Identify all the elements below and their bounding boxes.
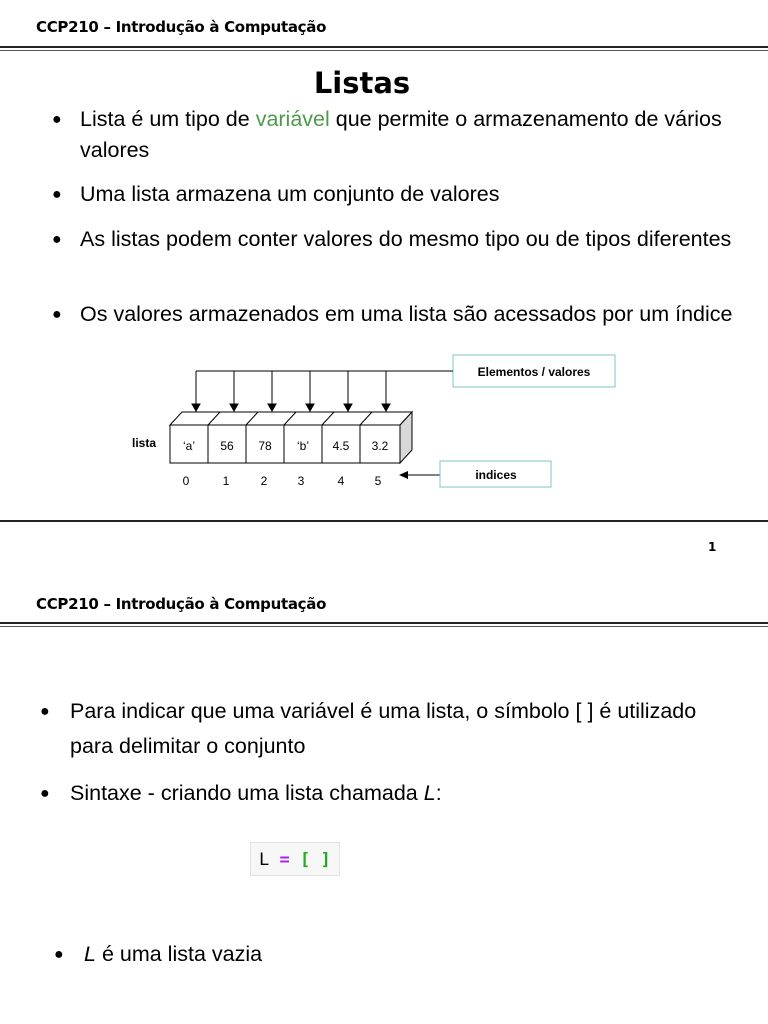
bullet-dot-icon: ● xyxy=(40,703,50,720)
list-cell-value: 4.5 xyxy=(332,439,350,453)
list-diagram xyxy=(120,350,640,500)
list-cells xyxy=(170,425,400,463)
indices-label: indices xyxy=(475,468,517,482)
list-index: 3 xyxy=(297,474,305,488)
bullet-dot-icon: ● xyxy=(52,231,62,248)
list-index: 1 xyxy=(222,474,230,488)
bullet-dot-icon: ● xyxy=(40,785,50,802)
page-number: 1 xyxy=(708,540,717,554)
elements-label: Elementos / valores xyxy=(477,365,591,379)
slide2-header-rule xyxy=(0,622,768,624)
list-cell-value: ‘a’ xyxy=(182,439,196,453)
slide1-bullet-4 xyxy=(52,299,742,349)
list-index: 2 xyxy=(260,474,268,488)
list-index: 0 xyxy=(182,474,190,488)
slide1-bullet-1 xyxy=(52,104,742,166)
indices-arrow-head xyxy=(399,471,408,479)
list-cell-value: 78 xyxy=(258,439,272,453)
list-label: lista xyxy=(132,436,157,450)
list-index: 5 xyxy=(374,474,382,488)
slide1-header-rule-thin xyxy=(0,50,768,51)
slide1-title: Listas xyxy=(313,66,411,100)
code-snippet xyxy=(250,842,340,876)
list-cell-value: ‘b’ xyxy=(296,439,310,453)
slide2-bullet-3-text: L é uma lista vazia xyxy=(84,942,263,966)
slide2-bullet-3 xyxy=(54,937,754,972)
slide1-header: CCP210 – Introdução à Computação xyxy=(36,18,327,36)
bullet-dot-icon: ● xyxy=(54,946,64,963)
slide1-bullet-4-text: Os valores armazenados em uma lista são acessados por um índice xyxy=(80,302,733,326)
slide1-bullet-2-text: Uma lista armazena um conjunto de valores xyxy=(80,182,500,206)
slide1-bullet-3 xyxy=(52,224,742,286)
slide1-bullet-3-text: As listas podem conter valores do mesmo tipo ou de tipos diferentes xyxy=(80,227,732,251)
slide1-bullet-2 xyxy=(52,179,742,210)
element-arrows xyxy=(192,371,390,411)
slide1-bullet-1-text: Lista é um tipo de variável que permite o armazenamento de vários valores xyxy=(80,107,722,162)
list-index: 4 xyxy=(337,474,345,488)
slide2-header-rule-thin xyxy=(0,626,768,627)
code-operator: = xyxy=(279,850,290,870)
slide2-bullet-2-text: Sintaxe - criando uma lista chamada L: xyxy=(70,781,442,805)
code-var: L xyxy=(259,850,270,870)
highlight-word: variável xyxy=(255,107,330,131)
bullet-dot-icon: ● xyxy=(52,306,62,323)
list-cell-value: 56 xyxy=(220,439,234,453)
slide2-header: CCP210 – Introdução à Computação xyxy=(36,595,327,613)
bullet-dot-icon: ● xyxy=(52,186,62,203)
slide2-bullet-1 xyxy=(40,694,740,764)
list-box-top xyxy=(170,412,412,425)
list-cell-value: 3.2 xyxy=(371,439,389,453)
code-value: [ ] xyxy=(300,850,331,870)
slide1-header-rule xyxy=(0,46,768,48)
slide1-footer-rule xyxy=(0,520,768,522)
bullet-dot-icon: ● xyxy=(52,111,62,128)
slide2-bullet-1-text: Para indicar que uma variável é uma lista, o símbolo [ ] é utilizado para delimitar o conjunto xyxy=(70,699,697,758)
slide2-bullet-2 xyxy=(40,776,740,811)
